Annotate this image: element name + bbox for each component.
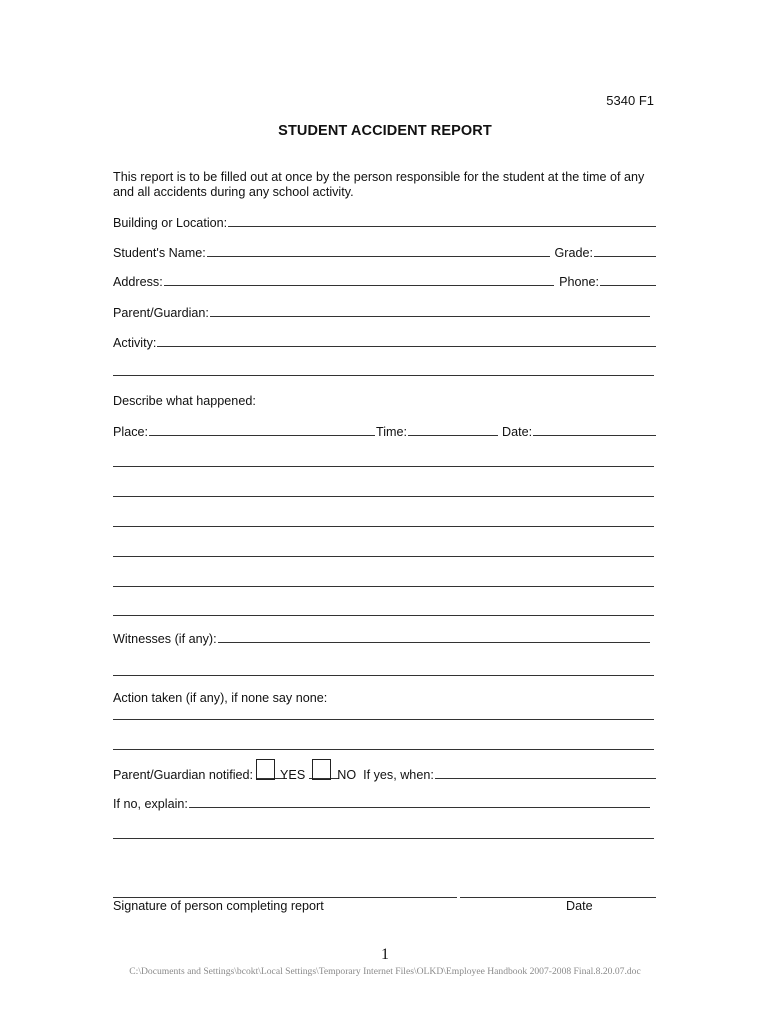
place-row — [113, 423, 657, 439]
signature-date-label: Date — [566, 899, 593, 913]
describe-line-3[interactable] — [113, 526, 654, 527]
grade-field[interactable] — [594, 256, 656, 257]
notified-label: Parent/Guardian notified: — [113, 768, 254, 782]
place-field[interactable] — [149, 435, 375, 436]
page-title: STUDENT ACCIDENT REPORT — [278, 123, 492, 139]
place-label: Place: — [113, 425, 149, 439]
describe-line-1[interactable] — [113, 466, 654, 467]
action-line-1[interactable] — [113, 719, 654, 720]
activity-field-line-2[interactable] — [113, 375, 654, 376]
parent-row — [113, 304, 651, 320]
witnesses-field[interactable] — [218, 642, 650, 643]
action-line-2[interactable] — [113, 749, 654, 750]
notified-row — [113, 758, 657, 782]
address-field[interactable] — [164, 285, 554, 286]
activity-label: Activity: — [113, 336, 157, 350]
parent-field[interactable] — [210, 316, 650, 317]
if-yes-field[interactable] — [435, 778, 656, 779]
student-name-field[interactable] — [207, 256, 551, 257]
activity-row — [113, 334, 657, 350]
building-label: Building or Location: — [113, 216, 228, 230]
describe-line-4[interactable] — [113, 556, 654, 557]
parent-label: Parent/Guardian: — [113, 306, 209, 320]
signature-label: Signature of person completing report — [113, 899, 324, 913]
witnesses-row — [113, 630, 651, 646]
if-no-label: If no, explain: — [113, 797, 188, 811]
describe-line-5[interactable] — [113, 586, 654, 587]
page-number: 1 — [381, 946, 389, 963]
if-yes-label: If yes, when: — [363, 768, 434, 782]
no-checkbox[interactable] — [312, 759, 331, 780]
yes-checkbox[interactable] — [256, 759, 275, 780]
grade-label: Grade: — [554, 246, 593, 260]
yes-label: YES — [280, 768, 306, 782]
building-row — [113, 214, 657, 230]
if-no-row — [113, 795, 651, 811]
date-field[interactable] — [533, 435, 656, 436]
building-field[interactable] — [228, 226, 656, 227]
time-label: Time: — [376, 425, 408, 439]
intro-text: This report is to be filled out at once by the person responsible for the student at the time of any and all accidents during any school activity. — [113, 170, 645, 199]
describe-line-6[interactable] — [113, 615, 654, 616]
signature-line[interactable] — [113, 897, 457, 898]
student-name-label: Student's Name: — [113, 246, 206, 260]
phone-field[interactable] — [600, 285, 656, 286]
activity-field[interactable] — [157, 346, 656, 347]
action-label: Action taken (if any), if none say none: — [113, 691, 328, 705]
file-path: C:\Documents and Settings\bcokt\Local Settings\Temporary Internet Files\OLKD\Employee Handbook 2007-2008 Final.8.20.07.doc — [129, 966, 641, 977]
witnesses-line-2[interactable] — [113, 675, 654, 676]
if-no-line-2[interactable] — [113, 838, 654, 839]
signature-date-line[interactable] — [460, 897, 656, 898]
if-no-field[interactable] — [189, 807, 650, 808]
no-label: NO — [337, 768, 357, 782]
witnesses-label: Witnesses (if any): — [113, 632, 217, 646]
address-label: Address: — [113, 275, 163, 289]
describe-line-2[interactable] — [113, 496, 654, 497]
date-label: Date: — [502, 425, 533, 439]
phone-label: Phone: — [559, 275, 599, 289]
student-name-row — [113, 244, 657, 260]
form-number: 5340 F1 — [606, 93, 654, 108]
time-field[interactable] — [408, 435, 498, 436]
address-row — [113, 273, 657, 289]
describe-label: Describe what happened: — [113, 394, 256, 408]
